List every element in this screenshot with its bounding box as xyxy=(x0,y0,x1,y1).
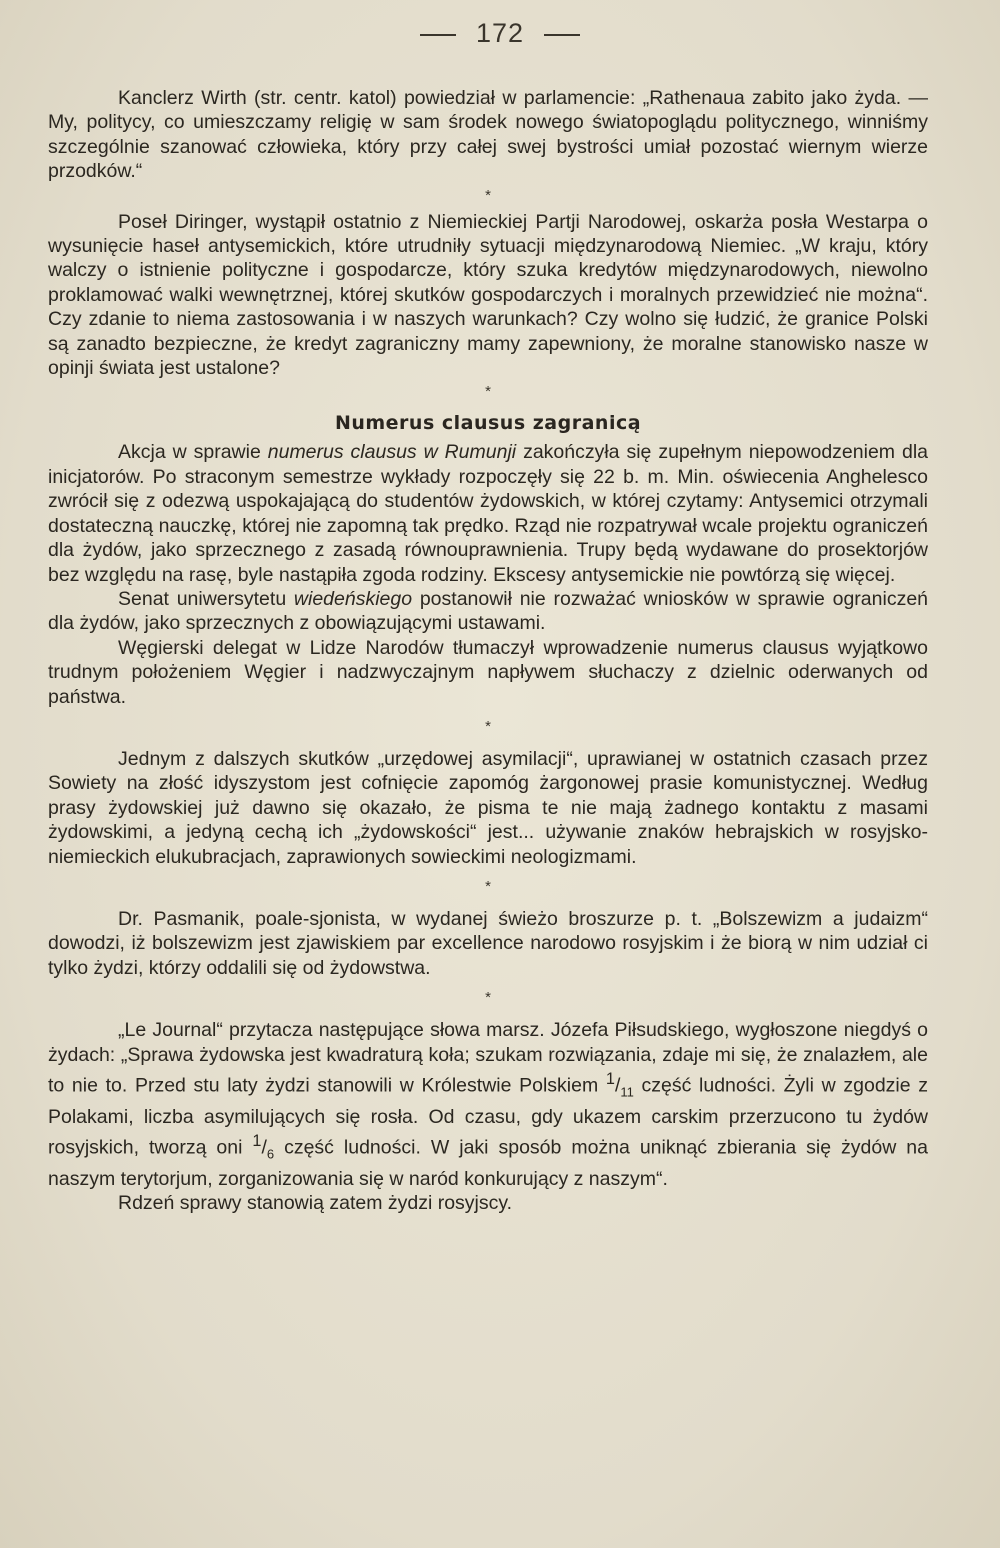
separator-asterisk: * xyxy=(485,383,491,401)
paragraph-rdzen: Rdzeń sprawy stanowią zatem żydzi rosyjscy. xyxy=(118,1192,513,1215)
separator-asterisk: * xyxy=(485,989,491,1007)
separator-asterisk: * xyxy=(485,186,491,204)
article-body xyxy=(48,86,928,1216)
text-run: Akcja w sprawie xyxy=(118,441,268,464)
header-dash-left xyxy=(420,34,456,36)
paragraph-wirth: Kanclerz Wirth (str. centr. katol) powiedział w parlamencie: „Rathenaua zabito jako żyda. — My, politycy, co umieszczamy religię w sam środek nowego światopoglądu politycznego, winniśmy szczególnie szanować człowieka, który przy całej swej bystrości umiał pozostać wiernym wierze przodków.“ xyxy=(48,87,928,183)
text-run: część ludności. W jaki sposób można uniknąć zbierania się żydów na naszym terytorjum, zorganizowania się w naród konkurujący z naszym“. xyxy=(48,1136,928,1190)
separator-asterisk: * xyxy=(485,717,491,735)
italic-run: numerus clausus w Rumunji xyxy=(267,441,517,464)
paragraph-wegry: Węgierski delegat w Lidze Narodów tłumaczył wprowadzenie numerus clausus wyjątkowo trudnym położeniem Węgier i nadzwyczajnym napływem słuchaczy z dzielnic oderwanych od państwa. xyxy=(48,636,928,708)
text-run: zakończyła się zupełnym niepowodzeniem dla inicjatorów. Po straconym semestrze wykłady rozpoczęły się 22 b. m. Min. oświecenia Anghelesco zwrócił się z odezwą uspokajającą do studentów żydowskich, w której czytamy: Antysemici otrzymali dostateczną nauczkę, której nie zapomną tak prędko. Rząd nie rozpatrywał wcale projektu ograniczeń dla żydów, jako sprzecznego z zasadą równouprawnienia. Trupy będą wydawane do prosektorjów bez względu na rasę, byle nastąpiła zgoda rodziny. Ekscesy antysemickie nie powtórzą się więcej. xyxy=(48,441,928,586)
fraction-numerator: 1 xyxy=(252,1132,262,1151)
text-run: Senat uniwersytetu xyxy=(118,587,294,610)
fraction-denominator: 6 xyxy=(266,1146,275,1162)
page-number: 172 xyxy=(475,18,525,48)
text-run: postanowił nie rozważać wniosków w sprawie ograniczeń dla żydów, jako sprzecznych z obowiązującymi ustawami. xyxy=(48,587,929,635)
paragraph-pasmanik: Dr. Pasmanik, poale-sjonista, w wydanej świeżo broszurze p. t. „Bolszewizm a judaizm“ dowodzi, iż bolszewizm jest zjawiskiem par excellence narodowo rosyjskim i że biorą w nim udział ci tylko żydzi, którzy oddalili się od żydowstwa. xyxy=(48,907,928,979)
paragraph-senat xyxy=(48,587,928,636)
paragraph-rumunja xyxy=(48,440,928,586)
paragraph-diringer: Poseł Diringer, wystąpił ostatnio z Niemieckiej Partji Narodowej, oskarża posła Westarpa o wysunięcie haseł antysemickich, które utrudniły sytuacji międzynarodową Niemiec. „W kraju, który walczy o istnienie polityczne i gospodarcze, który szuka kredytów międzynarodowych, niewolno proklamować walki wewnętrznej, której skutków gospodarczych i moralnych przewidzieć nie można“. Czy zdanie to niema zastosowania i w naszych warunkach? Czy wolno się łudzić, że granice Polski są zanadto bezpieczne, że kredyt zagraniczny mamy zapewniony, że moralne stanowisko nasze w opinji świata jest ustalone? xyxy=(48,210,928,380)
text-run: „Le Journal“ przytacza następujące słowa marsz. Józefa Piłsudskiego, wygłoszone niegdyś o żydach: „Sprawa żydowska jest kwadraturą koła; szukam rozwiązania, zdaje mi się, że znalazłem, ale to nie to. Przed stu laty żydzi stanowili w Królestwie Polskiem xyxy=(48,1019,928,1097)
fraction-denominator: 11 xyxy=(620,1084,634,1100)
paragraph-asymilacja: Jednym z dalszych skutków „urzędowej asymilacji“, uprawianej w ostatnich czasach przez Sowiety na złość idyszystom jest cofnięcie zapomóg żargonowej prasie komunistycznej. Według prasy żydowskiej już dawno się okazało, że pisma te nie mają żadnego kontaktu z masami żydowskimi, a jedyną cechą ich „żydowskości“ jest... używanie znaków hebrajskich w rosyjsko-niemieckich elukubracjach, zaprawionych sowieckimi neologizmami. xyxy=(48,747,928,868)
paragraph-pilsudski: „Le Journal“ przytacza następujące słowa marsz. Józefa Piłsudskiego, wygłoszone niegdyś o żydach: „Sprawa żydowska jest kwadraturą koła; szukam rozwiązania, zdaje mi się, że znalazłem, ale to nie to. Przed stu laty żydzi stanowili w Królestwie Polskiem $^1/_{11}$ część ludności. Żyli w zgodzie z Polakami, liczba asymilujących się rosła. Od czasu, gdy ukazem carskim przerzucono tu żydów rosyjskich, tworzą oni $^1/_6$ część ludności. W jaki sposób można uniknąć zbierania się żydów na naszym terytorjum, zorganizowania się w naród konkurujący z naszym“. xyxy=(48,1019,929,1190)
separator-asterisk: * xyxy=(485,877,491,895)
header-dash-right xyxy=(544,34,580,36)
italic-run: wiedeńskiego xyxy=(293,587,413,610)
section-title: Numerus clausus zagranicą xyxy=(334,412,642,435)
text-run: część ludności. Żyli w zgodzie z Polakami, liczba asymilujących się rosła. Od czasu, gdy ukazem carskim przerzucono tu żydów rosyjskich, tworzą oni xyxy=(48,1074,929,1159)
fraction-numerator: 1 xyxy=(605,1070,615,1088)
page-header xyxy=(0,18,1000,49)
